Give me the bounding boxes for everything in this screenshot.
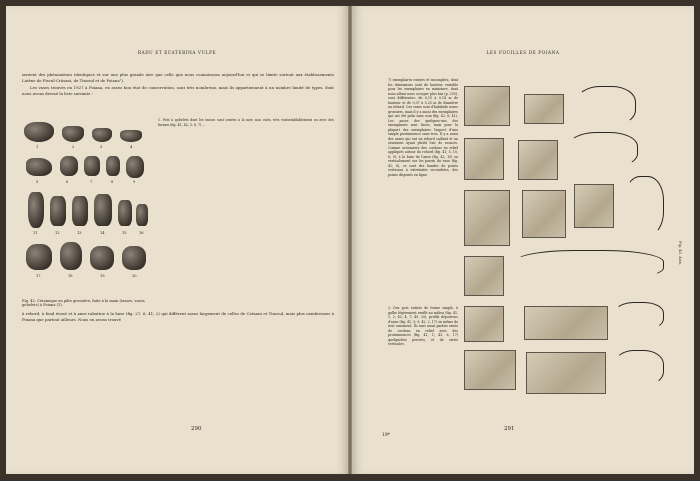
sherd-profile: [614, 302, 664, 330]
sherd-profile: [514, 250, 664, 280]
left-intro-text: [22, 72, 334, 98]
pot-label: 1: [36, 145, 39, 149]
sherd-profile: [624, 176, 664, 236]
figure-side-caption: Fig. 43. Aisn.: [678, 241, 682, 266]
sherd-image: [524, 94, 564, 124]
pot-label: 20: [132, 274, 137, 278]
sherd-image: [464, 350, 516, 390]
pot-image: [60, 242, 82, 270]
sherd-image: [464, 86, 510, 126]
sherd-image: [464, 256, 504, 296]
pot-image: [136, 204, 148, 226]
pot-label: 7: [90, 180, 93, 184]
list-item-1: 1. Pots à gobelets dont les tasses sont ornées à la mer, non cuits, très vraisemblablement ou avec des formes (fig. 41, 42; 5, 6, 7) ...: [158, 118, 334, 127]
pot-label: 6: [66, 180, 69, 184]
pot-label: 2: [72, 145, 75, 149]
sherd-image: [464, 306, 504, 342]
pot-label: 14: [100, 231, 105, 235]
sherd-image: [526, 352, 606, 394]
figure-caption: Fig. 42. Céramique en pâte grossière, faite à la main (tasses, vases, gobelets) à Poiana (1).: [22, 299, 146, 308]
pot-image: [84, 156, 100, 176]
left-running-head: RADU ET ECATERINA VULPE: [137, 50, 217, 55]
sherd-profile: [568, 132, 638, 168]
sherd-image: [574, 184, 614, 228]
pot-label: 17: [36, 274, 41, 278]
sherd-image: [518, 140, 558, 180]
left-page-number: 290: [191, 426, 202, 432]
sherd-profile: [614, 350, 664, 386]
left-continuation-text: à rebord, à fond évasé et à anse rabattue à la base (fig. 27, 6; 41; 2) qui diffèrent assez largement de celles de Crăsani et Tinosul, mais plus nombreuses à Poiana que partout ailleurs. Nous en avons trouvé: [22, 311, 334, 322]
pot-label: 9: [133, 180, 136, 184]
pot-image: [120, 130, 142, 142]
pot-label: 8: [111, 180, 114, 184]
sherd-image: [524, 306, 608, 340]
pot-image: [62, 126, 84, 142]
sherd-image: [464, 138, 504, 180]
left-page: [6, 6, 348, 474]
pot-image: [106, 156, 120, 176]
pot-image: [60, 156, 78, 176]
pot-image: [122, 246, 146, 270]
pot-image: [118, 200, 132, 226]
pot-image: [24, 122, 54, 142]
pot-label: 19: [100, 274, 105, 278]
pot-image: [26, 244, 52, 270]
pot-label: 16: [139, 231, 144, 235]
pot-label: 13: [77, 231, 82, 235]
pot-image: [26, 158, 52, 176]
pot-label: 18: [68, 274, 73, 278]
intro-paragraph-2: Les vases trouvés en 1927 à Poiana, en assez bon état de conservation, sont très nombreux, mais ils appartiennent à un nombre limité de types, dont nous avons dressé la liste suivante :: [22, 85, 334, 96]
pot-image: [126, 156, 144, 178]
pot-image: [50, 196, 66, 226]
intro-paragraph-1: sentent des phénomènes identiques et sur une plus grande aire que celle que nous connaissons aujourd'hui et qui se limite surtout aux établissements Latène de Piscul-Crăsani, de Tinosul et de Poiana¹).: [22, 72, 334, 83]
pot-image: [94, 194, 112, 226]
sherd-plate: [464, 80, 674, 415]
pot-label: 5: [36, 180, 39, 184]
pot-image: [28, 192, 44, 228]
right-column-text: 7) exemplaires entiers et incomplets, dont les dimensions sont de hauteur variable pour les exemplaires en miniature, dont nous allons nous occuper plus bas (p. 295), sont différentes: de 0,15 à 0,14 m de hauteur et de 0,07 à 0,25 m de diamètre au rebord. Ces vases sont d'habitude assez grossiers, mais il y a aussi des exemplaires qui ont été polis sans soin (fig. 42, 6; 41). Les anses des quelques-uns des exemplaires sont lisses, mais pour la plupart des exemplaires l'aspect d'une simple proéminence sans trou. Il y a aussi des anses qui ont un rebord saillant et un ornement ayant plutôt l'air de rosaces. Comme ornements des cordons en relief appliqués autour du rebord (fig. 41; 5, 10, 6; 9), à la base de l'anse (fig. 42; 10) ou verticalement sur les parois du vase (fig. 42; 8), ce sont des bandes de points verticaux à extrémités recourbées, des points disposés en ligne.: [388, 78, 458, 177]
pot-image: [92, 128, 112, 142]
pottery-plate: [22, 116, 152, 294]
pot-label: 15: [122, 231, 127, 235]
signature-mark: 19*: [382, 433, 390, 438]
pot-label: 3: [100, 145, 103, 149]
sherd-image: [464, 190, 510, 246]
right-page: [352, 6, 694, 474]
sherd-image: [522, 190, 566, 238]
pot-image: [90, 246, 114, 270]
right-column-text-2: 3. Des pots entiers de forme simple, à galbe légèrement renflé au milieu (fig. 41, 1, 2; 42, 4, 7; 49, 20), profils dépourvus d'anse (fig. 41, 3; 9; 42, 2, 17) on même de tout ornement. Ils sont aussi parfois ornés de cordons en relief avec des proéminences (fig. 41, 1; 43, 6, 17) quelquefois percées, et de stries verticales.: [388, 306, 458, 346]
pot-image: [72, 196, 88, 226]
pot-label: 11: [33, 231, 38, 235]
right-page-number: 291: [504, 426, 515, 432]
pot-label: 4: [130, 145, 133, 149]
pot-label: 12: [55, 231, 60, 235]
right-running-head: LES FOUILLES DE POIANA: [486, 50, 560, 55]
sherd-profile: [576, 86, 636, 126]
